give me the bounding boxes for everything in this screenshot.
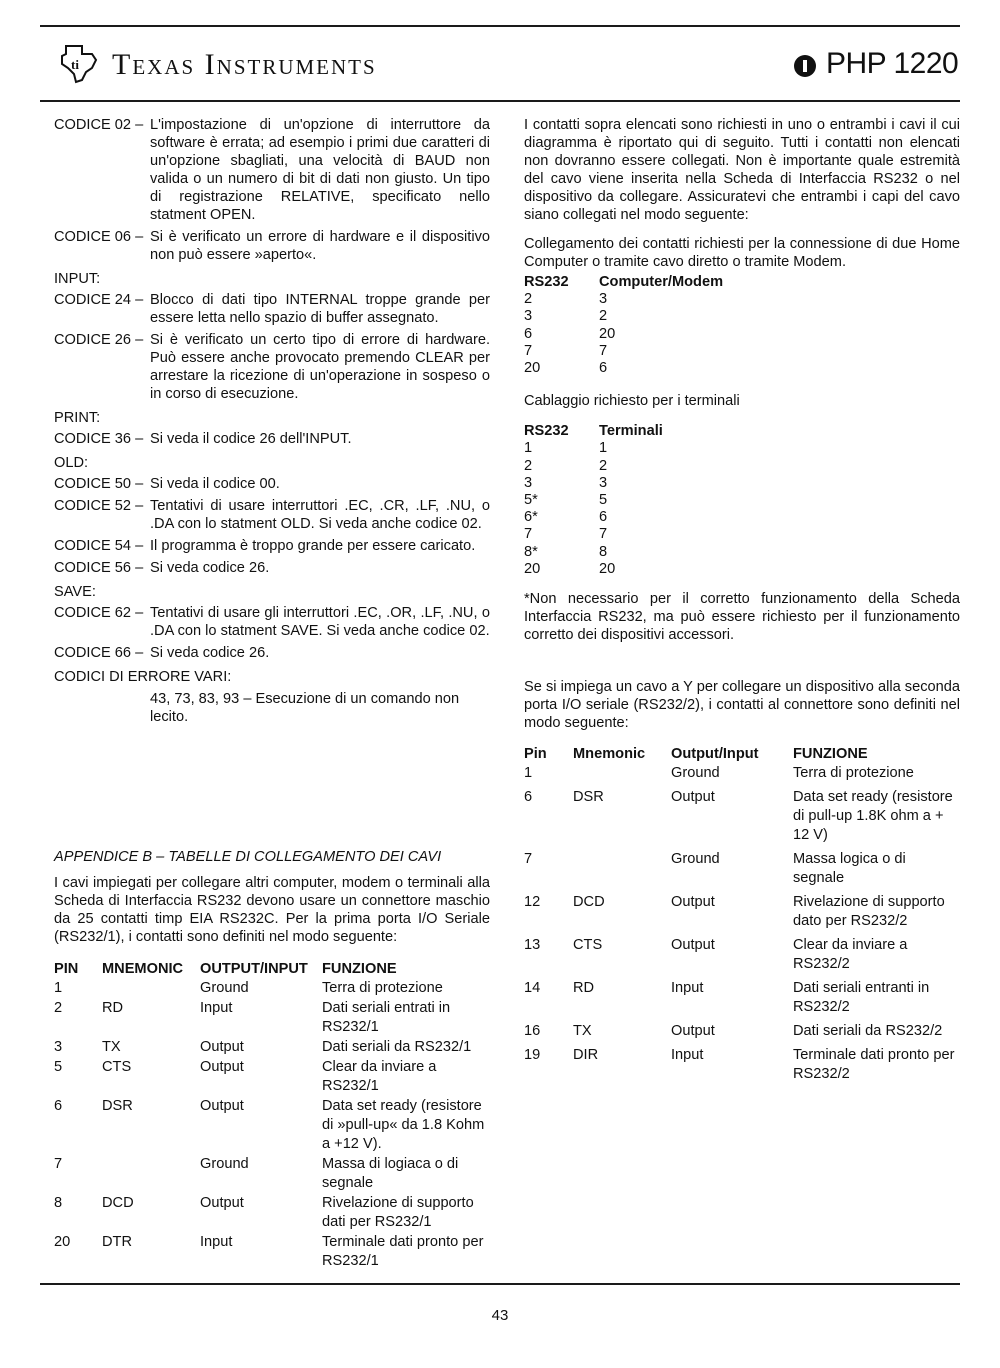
wiring-pin: 5* [524,492,538,509]
table-cell: Clear da inviare a RS232/1 [322,1059,437,1094]
wiring-row [524,475,960,492]
top-rule [40,25,960,27]
table-cell: TX [102,1039,121,1055]
wiring-pin: 20 [524,560,541,577]
column-header: PIN [54,961,79,977]
old-heading: OLD: [54,455,89,471]
header-rule [40,100,960,102]
table-cell: Terra di protezione [322,980,443,996]
wiring-header: Terminali [599,423,663,440]
model-name: PHP 1220 [826,47,959,80]
wiring-pin: 6 [599,509,608,526]
table-cell: 1 [524,765,533,782]
table-cell: Input [200,1000,233,1016]
table-cell: Input [671,980,704,997]
error-description: Blocco di dati tipo INTERNAL troppe grande per essere letta nello spazio di buffer assegnato. [150,292,490,326]
error-code-row [54,644,490,662]
error-code: CODICE 62 – [54,605,144,621]
table-cell: Output [671,789,715,806]
column-header: Pin [524,746,547,763]
error-description: Tentativi di usare gli interruttori .EC, .OR, .LF, .NU, o .DA con lo statment SAVE. Si veda anche codice 02. [150,605,490,639]
table-cell: Data set ready (resistore di pull-up 1.8K ohm a + 12 V) [793,789,953,844]
table-cell: Clear da inviare a RS232/2 [793,937,908,973]
table-cell: Massa di logiaca o di segnale [322,1156,459,1191]
wiring-pin: 8* [524,543,538,560]
table-cell: DIR [573,1047,599,1064]
error-code: CODICE 56 – [54,560,144,576]
table-cell: 7 [524,851,533,868]
table-cell: Ground [200,980,249,996]
table-cell: Ground [671,765,720,782]
texas-instruments-logo-icon [56,40,102,86]
wiring-pin: 2 [599,308,608,325]
appendix-text: I cavi impiegati per collegare altri computer, modem o terminali alla Scheda di Interfaccia RS232 devono usare un connettore maschio da 25 contatti timp EIA RS232C. Per la prima porta I/O Seriale (RS232/1), i contatti sono definiti nel modo seguente: [54,875,490,945]
misc-errors-text: 43, 73, 83, 93 – Esecuzione di un comando non lecito. [150,691,460,725]
column-header: Output/Input [671,746,759,763]
terminal-wiring-list [524,423,960,578]
wiring-pin: 2 [599,457,608,474]
table-cell: Output [200,1039,244,1055]
error-code: CODICE 02 – [54,117,144,133]
table-cell: DTR [102,1234,132,1250]
table-cell: Output [671,894,715,911]
wiring-row [524,343,960,360]
table-cell: 3 [54,1039,63,1055]
wiring-pin: 7 [524,526,533,543]
table-row [54,1038,490,1058]
wiring-pin: 3 [524,308,533,325]
table-cell: DSR [573,789,604,806]
table-cell: Massa logica o di segnale [793,851,906,887]
right-column [524,116,960,1089]
error-description: L'impostazione di un'opzione di interruttore da software è errata; ad esempio i primi due caratteri di un'opzione sbagliati, una velocità di BAUD non valida o un numero di bit di dati non giusto. Un tipo di registrazione RELATIVE, specificato nello statment OPEN. [150,117,490,223]
table-cell: Rivelazione di supporto dato per RS232/2 [793,894,945,930]
wiring-row [524,458,960,475]
table-cell: RD [102,1000,124,1016]
wiring-row [524,360,960,377]
wiring-pin: 2 [524,457,533,474]
error-description: Si è verificato un errore di hardware e il dispositivo non può essere »aperto«. [150,229,490,263]
table-row [524,936,960,979]
table-cell: Output [671,937,715,954]
wiring-row [524,492,960,509]
y-cable-text: Se si impiega un cavo a Y per collegare un dispositivo alla seconda porta I/O seriale (RS232/2), i contatti al connettore sono definiti nel modo seguente: [524,679,960,732]
table-row [54,1194,490,1233]
error-group-save [54,604,490,662]
table-cell: 7 [54,1156,63,1172]
error-code: CODICE 36 – [54,431,144,447]
rs232-1-pin-table [54,960,490,1272]
table-cell: 16 [524,1023,541,1040]
table-cell: Dati seriali da RS232/2 [793,1023,943,1040]
table-row [54,1233,490,1272]
error-code-row [54,559,490,577]
table-cell: Ground [671,851,720,868]
table-cell: Data set ready (resistore di »pull-up« da 1.8 Kohm a +12 V). [322,1098,485,1152]
wiring-row [524,509,960,526]
wiring-pin: 7 [599,342,608,359]
input-heading: INPUT: [54,271,101,287]
table-cell: Output [200,1098,244,1114]
save-heading: SAVE: [54,584,96,600]
wiring-pin: 20 [599,325,616,342]
error-code: CODICE 26 – [54,332,144,348]
wiring-pin: 8 [599,543,608,560]
table-cell: DCD [102,1195,134,1211]
table-cell: 6 [524,789,533,806]
table-cell: Output [200,1059,244,1075]
error-code-row [54,497,490,533]
wiring-pin: 7 [524,342,533,359]
table-cell [102,1155,200,1194]
table-row [524,979,960,1022]
error-code-row [54,116,490,224]
wiring-pin: 20 [599,560,616,577]
error-code: CODICE 66 – [54,645,144,661]
modem-wiring-list [524,274,960,377]
error-code: CODICE 50 – [54,476,144,492]
error-code-row [54,228,490,264]
brand-name: Texas Instruments [112,48,377,81]
error-description: Si veda il codice 00. [150,476,280,492]
wiring-row [524,561,960,578]
appendix-title: APPENDICE B – TABELLE DI COLLEGAMENTO DEI CAVI [54,849,442,865]
wiring-pin: 3 [599,291,608,308]
rs232-2-pin-table [524,745,960,1089]
wiring-pin: 3 [599,474,608,491]
wiring-header: RS232 [524,423,569,440]
error-code-row [54,331,490,403]
table-cell: Rivelazione di supporto dati per RS232/1 [322,1195,474,1230]
table-row [54,999,490,1038]
error-description: Si veda il codice 26 dell'INPUT. [150,431,352,447]
table-cell: 20 [54,1234,71,1250]
error-description: Si è verificato un certo tipo di errore di hardware. Può essere anche provocato premendo CLEAR per arrestare la ricezione di un'operazione in sospeso o in corso di esecuzione. [150,332,490,402]
table-cell [102,979,200,999]
table-cell: TX [573,1023,592,1040]
error-code-row [54,430,490,448]
table-row [524,764,960,788]
contacts-intro: I contatti sopra elencati sono richiesti in uno o entrambi i cavi il cui diagramma è riportato qui di seguito. Tutti i contatti non elencati non dovranno essere collegati. Non è importante quale estremità del cavo viene inserita nella Scheda di Interfaccia RS232 o nel dispositivo da collegare. Assicuratevi che entrambi i capi del cavo siano collegati nel modo seguente: [524,117,960,223]
error-code-row [54,475,490,493]
wiring-header: Computer/Modem [599,274,724,290]
wiring-pin: 7 [599,526,608,543]
error-description: Si veda codice 26. [150,645,270,661]
column-header: Mnemonic [573,746,646,763]
wiring-header-row [524,274,960,291]
wiring-pin: 6 [524,325,533,342]
table-cell: DCD [573,894,605,911]
table-row [54,979,490,999]
table-cell: 6 [54,1098,63,1114]
table-row [524,850,960,893]
terminal-caption: Cablaggio richiesto per i terminali [524,393,740,410]
table-cell: Input [671,1047,704,1064]
table-cell [573,850,671,893]
column-header: FUNZIONE [793,746,868,763]
table-cell: Output [200,1195,244,1211]
left-column [54,116,490,1272]
error-group-general [54,116,490,264]
table-cell: Dati seriali entranti in RS232/2 [793,980,930,1016]
table-cell: CTS [573,937,603,954]
table-cell: 19 [524,1047,541,1064]
error-code: CODICE 52 – [54,498,144,514]
model-badge-icon [794,55,816,77]
wiring-pin: 6 [599,360,608,377]
wiring-pin: 1 [599,440,608,457]
table-cell: Input [200,1234,233,1250]
error-code-row [54,291,490,327]
wiring-pin: 20 [524,360,541,377]
error-description: Si veda codice 26. [150,560,270,576]
error-description: Tentativi di usare interruttori .EC, .CR, .LF, .NU, o .DA con lo statment OLD. Si veda anche codice 02. [150,498,490,532]
wiring-pin: 6* [524,509,538,526]
table-row [524,893,960,936]
error-code: CODICE 24 – [54,292,144,308]
wiring-header-row [524,423,960,440]
error-group-input [54,291,490,403]
table-row [54,1097,490,1155]
wiring-pin: 1 [524,440,533,457]
wiring-row [524,544,960,561]
footer-rule [40,1283,960,1285]
wiring-row [524,526,960,543]
table-cell: 1 [54,980,63,996]
table-cell: Dati seriali entrati in RS232/1 [322,1000,451,1035]
wiring-pin: 5 [599,492,608,509]
misc-errors-heading: CODICI DI ERRORE VARI: [54,669,232,685]
wiring-pin: 3 [524,474,533,491]
column-header: OUTPUT/INPUT [200,961,308,977]
table-cell: Terminale dati pronto per RS232/1 [322,1234,484,1269]
table-cell: CTS [102,1059,132,1075]
error-group-old [54,475,490,577]
wiring-row [524,291,960,308]
error-group-print [54,430,490,448]
table-cell: 5 [54,1059,63,1075]
table-row [524,1046,960,1089]
column-header: FUNZIONE [322,961,397,977]
table-cell: Dati seriali da RS232/1 [322,1039,472,1055]
print-heading: PRINT: [54,410,101,426]
error-code-row [54,537,490,555]
table-row [54,1155,490,1194]
table-row [54,1058,490,1097]
table-cell: 13 [524,937,541,954]
wiring-row [524,308,960,325]
table-cell: Output [671,1023,715,1040]
footnote: *Non necessario per il corretto funzionamento della Scheda Interfaccia RS232, ma può essere richiesto per il funzionamento corretto dei dispositivi accessori. [524,591,960,644]
wiring-row [524,440,960,457]
table-cell: Terminale dati pronto per RS232/2 [793,1047,955,1083]
table-cell: 8 [54,1195,63,1211]
error-code: CODICE 06 – [54,229,144,245]
wiring-row [524,326,960,343]
table-cell [573,764,671,788]
table-cell: RD [573,980,595,997]
page-number: 43 [491,1307,509,1324]
table-cell: DSR [102,1098,133,1114]
table-row [524,1022,960,1046]
table-row [524,788,960,850]
error-description: Il programma è troppo grande per essere caricato. [150,538,476,554]
column-header: MNEMONIC [102,961,184,977]
error-code: CODICE 54 – [54,538,144,554]
table-cell: 14 [524,980,541,997]
wiring-pin: 2 [524,291,533,308]
wiring-header: RS232 [524,274,569,290]
modem-caption: Collegamento dei contatti richiesti per la connessione di due Home Computer o tramite cavo diretto o tramite Modem. [524,236,960,270]
table-cell: Terra di protezione [793,765,914,782]
table-cell: 2 [54,1000,63,1016]
svg-text:ti: ti [71,57,79,72]
table-cell: Ground [200,1156,249,1172]
error-code-row [54,604,490,640]
table-cell: 12 [524,894,541,911]
